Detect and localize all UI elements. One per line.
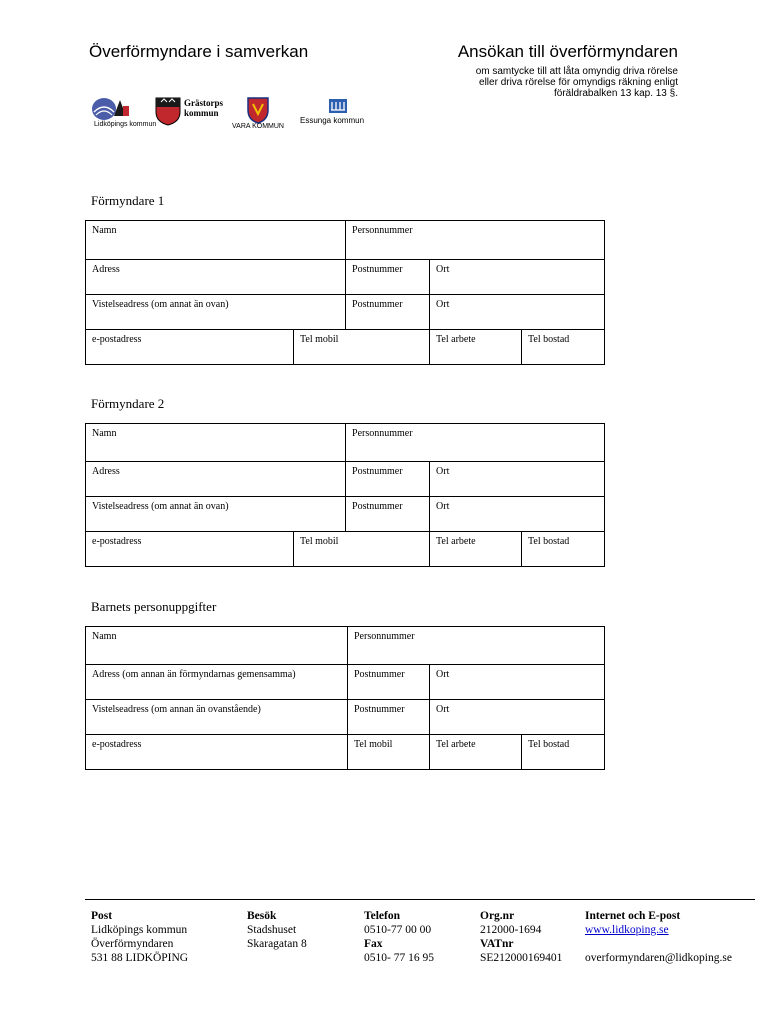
- child-form: [85, 626, 605, 770]
- tel-bostad-field[interactable]: Tel bostad: [522, 735, 605, 770]
- ort-field[interactable]: Ort: [430, 260, 605, 295]
- tel-arbete-field[interactable]: Tel arbete: [430, 735, 522, 770]
- tel-arbete-field[interactable]: Tel arbete: [430, 532, 522, 567]
- email-field[interactable]: e-postadress: [86, 532, 294, 567]
- name-field[interactable]: Namn: [86, 627, 348, 665]
- email-field[interactable]: e-postadress: [86, 330, 294, 365]
- email-address[interactable]: overformyndaren@lidkoping.se: [585, 952, 732, 964]
- name-field[interactable]: Namn: [86, 424, 346, 462]
- municipality-logos: [90, 96, 390, 136]
- guardian-1-form: [85, 220, 605, 365]
- footer-internet: Internet och E-post www.lidkoping.se overformyndaren@lidkoping.se: [585, 910, 732, 964]
- ort-field-2[interactable]: Ort: [430, 295, 605, 330]
- ort-field[interactable]: Ort: [430, 462, 605, 497]
- name-field[interactable]: Namn: [86, 221, 346, 260]
- vara-logo-label: VARA KOMMUN: [232, 123, 284, 130]
- tel-mobil-field[interactable]: Tel mobil: [348, 735, 430, 770]
- ort-field-2[interactable]: Ort: [430, 700, 605, 735]
- lidkoping-logo-label: Lidköpings kommun: [94, 121, 157, 128]
- guardian-2-form: [85, 423, 605, 567]
- tel-arbete-field[interactable]: Tel arbete: [430, 330, 522, 365]
- ort-field-2[interactable]: Ort: [430, 497, 605, 532]
- footer-telefon: Telefon 0510-77 00 00 Fax 0510- 77 16 95: [364, 910, 434, 964]
- footer-post: Post Lidköpings kommun Överförmyndaren 531 88 LIDKÖPING: [91, 910, 189, 964]
- address-field[interactable]: Adress: [86, 462, 346, 497]
- lidkoping-logo: [90, 96, 157, 136]
- postnummer-field[interactable]: Postnummer: [346, 462, 430, 497]
- page-title-left: Överförmyndare i samverkan: [89, 42, 309, 61]
- page-title-right-block: [358, 42, 678, 99]
- essunga-logo-label: Essunga kommun: [300, 116, 365, 125]
- essunga-logo: [300, 98, 380, 132]
- tel-mobil-field[interactable]: Tel mobil: [294, 532, 430, 567]
- grastorp-logo: [154, 96, 234, 132]
- email-field[interactable]: e-postadress: [86, 735, 348, 770]
- vara-logo: [232, 96, 292, 132]
- vistelseadress-field[interactable]: Vistelseadress (om annat än ovan): [86, 295, 346, 330]
- footer-org: Org.nr 212000-1694 VATnr SE212000169401: [480, 910, 563, 964]
- tel-bostad-field[interactable]: Tel bostad: [522, 532, 605, 567]
- address-field[interactable]: Adress (om annan än förmyndarnas gemensamma): [86, 665, 348, 700]
- tel-mobil-field[interactable]: Tel mobil: [294, 330, 430, 365]
- personnummer-field[interactable]: Personnummer: [348, 627, 605, 665]
- application-title: Ansökan till överförmyndaren: [457, 42, 678, 61]
- section-title-child: Barnets personuppgifter: [91, 599, 217, 614]
- website-link[interactable]: www.lidkoping.se: [585, 924, 669, 936]
- postnummer-field[interactable]: Postnummer: [348, 665, 430, 700]
- section-title-guardian-1: Förmyndare 1: [91, 193, 165, 208]
- vistelseadress-field[interactable]: Vistelseadress (om annan än ovanstående): [86, 700, 348, 735]
- vistelseadress-field[interactable]: Vistelseadress (om annat än ovan): [86, 497, 346, 532]
- footer-besok: Besök Stadshuset Skaragatan 8: [247, 910, 307, 950]
- address-field[interactable]: Adress: [86, 260, 346, 295]
- postnummer-field-2[interactable]: Postnummer: [346, 295, 430, 330]
- ort-field[interactable]: Ort: [430, 665, 605, 700]
- personnummer-field[interactable]: Personnummer: [346, 221, 605, 260]
- section-title-guardian-2: Förmyndare 2: [91, 396, 165, 411]
- footer-divider: [85, 899, 755, 900]
- personnummer-field[interactable]: Personnummer: [346, 424, 605, 462]
- postnummer-field[interactable]: Postnummer: [346, 260, 430, 295]
- grastorp-logo-label: Grästorps kommun: [184, 98, 223, 118]
- postnummer-field-2[interactable]: Postnummer: [346, 497, 430, 532]
- postnummer-field-2[interactable]: Postnummer: [348, 700, 430, 735]
- tel-bostad-field[interactable]: Tel bostad: [522, 330, 605, 365]
- application-subtitle: om samtycke till att låta omyndig driva rörelse eller driva rörelse för omyndigs räkning enligt föräldrabalken 13 kap. 13 §.: [475, 66, 678, 99]
